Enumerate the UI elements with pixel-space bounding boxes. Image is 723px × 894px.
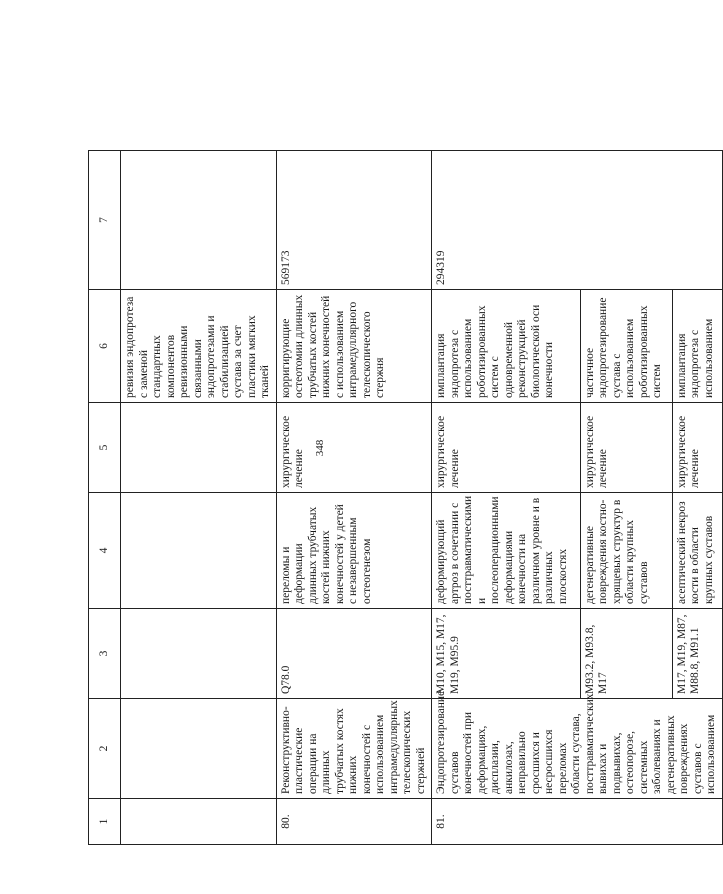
method-cell: имплантация эндопротеза с использованием: [672, 290, 722, 403]
rotated-table-page: [88, 151, 717, 845]
treatment-type-cell: хирургическое лечение: [276, 403, 432, 493]
cell-empty: [121, 799, 277, 845]
header-cell: 3: [89, 609, 121, 699]
treatment-type-cell: хирургическое лечение: [580, 403, 672, 493]
care-name-cell: Реконструктивно-пластические операции на длинных трубчатых костях нижних конечностей с использованием интрамедуллярных телескопических стержней: [276, 699, 432, 799]
header-cell: 7: [89, 151, 121, 290]
treatment-type-cell: хирургическое лечение: [432, 403, 581, 493]
cell-empty: [121, 699, 277, 799]
diagnosis-code-cell: M17, M19, M87, M88.8, M91.1: [672, 609, 722, 699]
treatment-type-cell: хирургическое лечение: [672, 403, 722, 493]
method-cell: имплантация эндопротеза с использованием роботизированных систем с одновременной реконструкцией биологической оси конечности: [432, 290, 581, 403]
header-cell: 6: [89, 290, 121, 403]
header-row: [89, 151, 121, 845]
cell-empty: [121, 609, 277, 699]
cost-cell: 569173: [276, 151, 432, 290]
header-cell: 1: [89, 799, 121, 845]
medical-care-table: [88, 150, 723, 845]
row-number: 81.: [432, 799, 723, 845]
cell-empty: [121, 493, 277, 609]
method-cell: частичное эндопротезирование сустава с использованием роботизированных систем: [580, 290, 672, 403]
care-name-cell: Эндопротезирование суставов конечностей при деформациях, дисплазии, анкилозах, неправильно сросшихся и несросшихся переломах области сустава, посттравматических вывихах и подвывихах, остеопорозе, системных заболеваниях и дегенеративных повреждениях суставов с использованием: [432, 699, 723, 799]
header-cell: 4: [89, 493, 121, 609]
patient-model-cell: переломы и деформации длинных трубчатых костей нижних конечностей у детей с незавершенным остеогенезом: [276, 493, 432, 609]
header-cell: 5: [89, 403, 121, 493]
table-row-80: [276, 151, 432, 845]
method-cell: ревизия эндопротеза с заменой стандартных компонентов ревизионными связанными эндопротезами и стабилизацией сустава за счет пластики мягких тканей: [121, 290, 277, 403]
patient-model-cell: деформирующий артроз в сочетании с посттравматическими и послеоперационными деформациями конечности на различном уровне и в различных плоскостях: [432, 493, 581, 609]
page-number: 348: [314, 439, 326, 457]
header-cell: 2: [89, 699, 121, 799]
table-row-continuation: [121, 151, 277, 845]
patient-model-cell: дегенеративные повреждения костно-хрящевых структур в области крупных суставов: [580, 493, 672, 609]
cost-cell: 294319: [432, 151, 723, 290]
diagnosis-code-cell: M10, M15, M17, M19, M95.9: [432, 609, 581, 699]
table-row-81: [432, 151, 581, 845]
diagnosis-code-cell: M93.2, M93.8, M17: [580, 609, 672, 699]
row-number: 80.: [276, 799, 432, 845]
patient-model-cell: асептический некроз кости в области крупных суставов: [672, 493, 722, 609]
diagnosis-code-cell: Q78.0: [276, 609, 432, 699]
cell-empty: [121, 151, 277, 290]
cell-empty: [121, 403, 277, 493]
method-cell: корригирующие остеотомии длинных трубчатых костей нижних конечностей с использованием интрамедуллярного телескопического стержня: [276, 290, 432, 403]
